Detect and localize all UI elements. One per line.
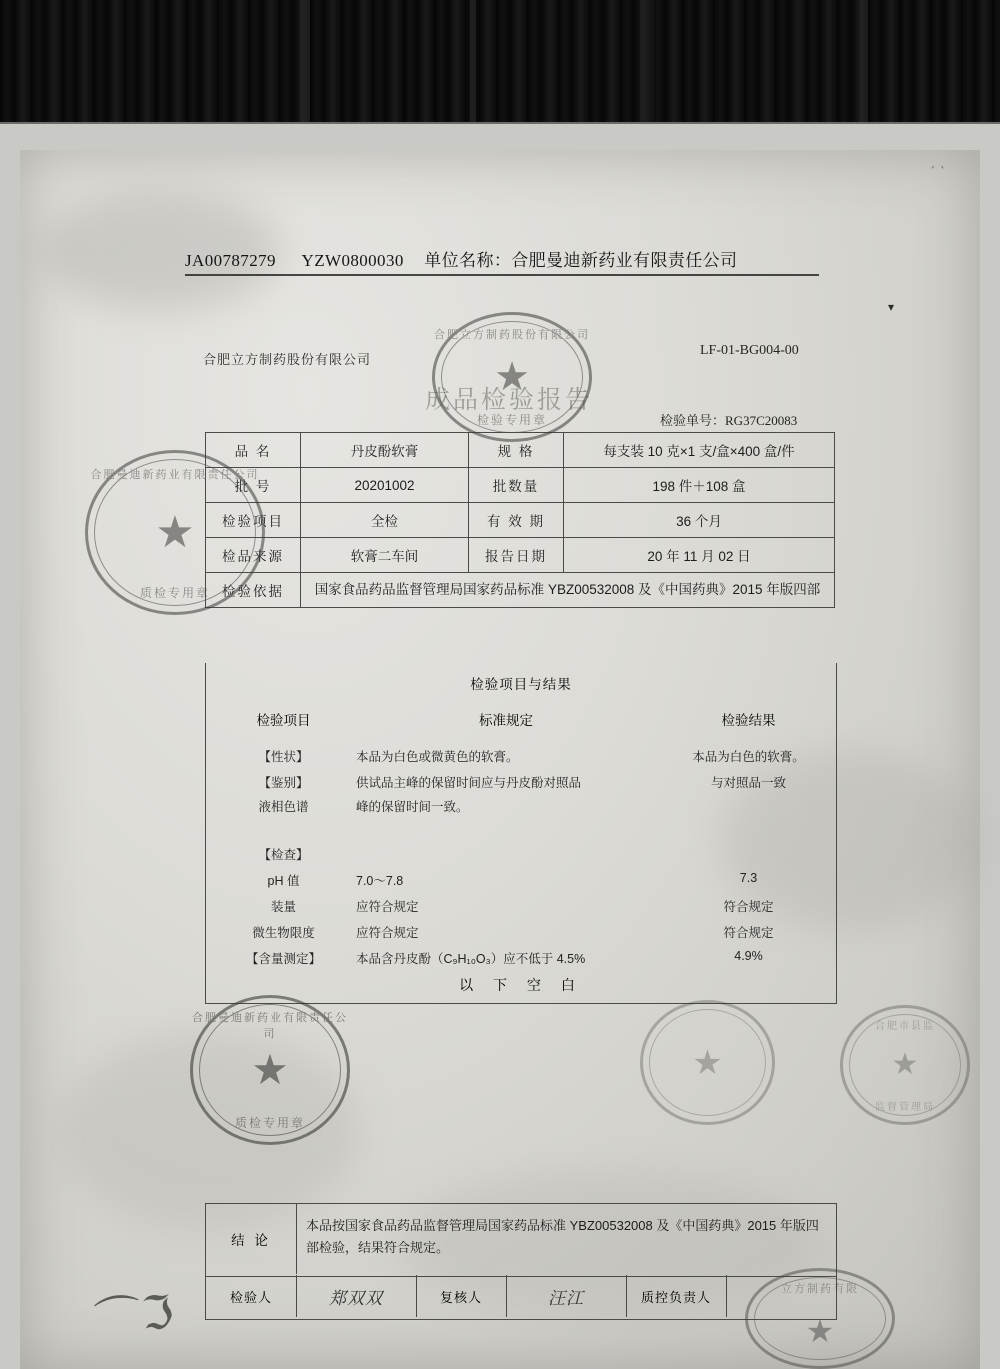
header-mid-code: YZW0800030	[301, 251, 404, 270]
header-unit-name: 合肥曼迪新药业有限责任公司	[511, 251, 738, 270]
corner-mark-right: ▾	[888, 300, 895, 314]
header-unit-label: 单位名称：	[424, 251, 512, 270]
info-table	[205, 432, 835, 608]
result-standard-6: 应符合规定	[356, 926, 419, 940]
report-number	[660, 410, 797, 429]
result-item-4: pH 值	[267, 874, 300, 888]
signature-label-qc: 质控负责人	[640, 1289, 711, 1305]
results-col-standard: 标准规定	[479, 713, 533, 728]
stamp-bottom-text: 质检专用章	[139, 586, 210, 600]
cell-label-testitem: 检验项目	[206, 503, 301, 538]
result-item-1: 【鉴别】	[258, 776, 309, 790]
stamp-right-faint: 合肥市县监 ★ 监督管理局	[840, 1005, 970, 1125]
result-value-0: 本品为白色的软膏。	[692, 750, 805, 764]
conclusion-text: 本品按国家食品药品监督管理局国家药品标准 YBZ00532008 及《中国药典》2015 年版四部检验，结果符合规定。	[306, 1218, 819, 1256]
result-item-6: 微生物限度	[252, 926, 315, 940]
result-item-5: 装量	[270, 900, 296, 914]
signature-value-inspector: 郑双双	[329, 1288, 383, 1308]
cell-value-validity: 36 个月	[564, 503, 835, 538]
result-item-7: 【含量测定】	[245, 952, 321, 966]
results-col-item: 检验项目	[256, 713, 311, 728]
result-value-5: 符合规定	[723, 900, 774, 914]
signature-label-reviewer: 复核人	[439, 1289, 482, 1305]
stamp-bottom-text: 质检专用章	[234, 1116, 305, 1130]
stamp-bottom-text: 监督管理局	[875, 1102, 935, 1113]
report-title-stamp: 成品检验报告	[425, 386, 594, 414]
result-value-6: 符合规定	[723, 926, 774, 940]
quality-inspection-stamp-left: 合肥曼迪新药业有限责任公司 ★ 质检专用章	[85, 450, 265, 615]
table-row	[206, 468, 835, 503]
result-standard-5: 应符合规定	[356, 900, 419, 914]
table-row	[206, 503, 835, 538]
form-code: LF-01-BG004-00	[700, 343, 799, 358]
results-title: 检验项目与结果	[470, 677, 572, 692]
result-standard-7: 本品含丹皮酚（C₉H₁₀O₃）应不低于 4.5%	[356, 952, 586, 966]
inspection-stamp-top: 合肥立方制药股份有限公司 ★ 检验专用章	[432, 312, 592, 442]
result-value-1: 与对照品一致	[710, 776, 786, 790]
signature-value-reviewer: 汪江	[548, 1288, 584, 1308]
blank-note: 以 下 空 白	[459, 977, 583, 993]
result-standard-4: 7.0～7.8	[356, 874, 404, 888]
results-section	[205, 663, 837, 1004]
result-standard-1: 供试品主峰的保留时间应与丹皮酚对照品	[356, 776, 582, 790]
results-col-result: 检验结果	[721, 713, 776, 728]
cell-value-basis: 国家食品药品监督管理局国家药品标准 YBZ00532008 及《中国药典》2015 年版四部	[301, 573, 835, 608]
result-standard-0: 本品为白色或微黄色的软膏。	[356, 750, 519, 764]
cell-label-batch: 批 号	[206, 468, 301, 503]
corner-mark-top-right: ˊ ˋ	[930, 165, 946, 182]
stamp-top-text: 合肥曼迪新药业有限责任公司	[192, 1012, 348, 1040]
stamp-top-text: 合肥市县监	[875, 1021, 935, 1032]
header-left-code: JA00787279	[185, 251, 276, 270]
stamp-top-text: 合肥曼迪新药业有限责任公司	[90, 469, 260, 481]
cell-label-validity: 有 效 期	[469, 503, 564, 538]
cell-value-product: 丹皮酚软膏	[301, 433, 469, 468]
cell-value-testitem: 全检	[301, 503, 469, 538]
cell-label-basis: 检验依据	[206, 573, 301, 608]
stamp-bottom-text: 检验专用章	[476, 413, 547, 427]
cell-label-source: 检品来源	[206, 538, 301, 573]
company-name: 合肥立方制药股份有限公司	[203, 352, 372, 367]
signature-label-inspector: 检验人	[229, 1289, 272, 1305]
cell-value-source: 软膏二车间	[301, 538, 469, 573]
result-value-7: 4.9%	[734, 949, 763, 963]
conclusion-box	[205, 1203, 837, 1277]
result-item-0: 【性状】	[258, 750, 309, 764]
document-header-line	[185, 246, 813, 271]
cell-value-reportdate: 20 年 11 月 02 日	[564, 538, 835, 573]
table-row	[206, 538, 835, 573]
result-standard-2: 峰的保留时间一致。	[356, 800, 469, 814]
cell-label-reportdate: 报告日期	[469, 538, 564, 573]
handwritten-mark-bottom-left: ⌒ℑ	[92, 1285, 177, 1348]
cell-value-batch: 20201002	[301, 468, 469, 503]
result-item-3: 【检查】	[258, 848, 309, 862]
stamp-center-faint: ★	[640, 1000, 775, 1125]
cell-value-batchqty: 198 件＋108 盒	[564, 468, 835, 503]
table-row-basis	[206, 573, 835, 608]
cell-value-spec: 每支装 10 克×1 支/盒×400 盒/件	[564, 433, 835, 468]
conclusion-label: 结 论	[206, 1204, 297, 1274]
report-number-value: RG37C20083	[725, 413, 798, 428]
stamp-bottom-right: 立方制药有限 ★	[745, 1268, 895, 1369]
signature-row	[205, 1275, 837, 1320]
result-value-4: 7.3	[739, 871, 758, 885]
report-number-label: 检验单号：	[660, 413, 726, 428]
stamp-top-text: 立方制药有限	[781, 1283, 859, 1295]
cell-label-spec: 规 格	[469, 433, 564, 468]
stamp-top-text: 合肥立方制药股份有限公司	[434, 329, 590, 341]
cell-label-product: 品 名	[206, 433, 301, 468]
header-divider	[185, 274, 819, 276]
result-item-2: 液相色谱	[258, 800, 309, 814]
quality-inspection-stamp-mid: 合肥曼迪新药业有限责任公司 ★ 质检专用章	[190, 995, 350, 1145]
cell-label-batchqty: 批数量	[469, 468, 564, 503]
